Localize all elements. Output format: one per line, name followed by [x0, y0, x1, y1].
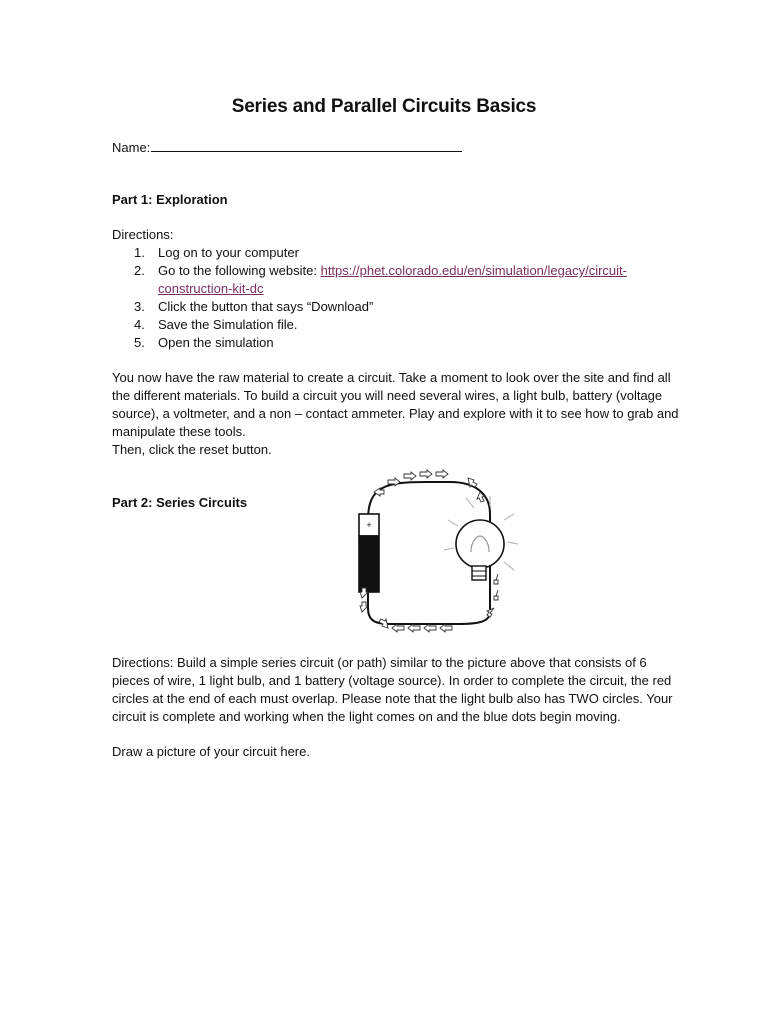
paragraph-line: pieces of wire, 1 light bulb, and 1 battery (voltage source). In order to complete the circuit, the red [112, 673, 672, 688]
light-bulb-glass [456, 520, 504, 568]
phet-website-link-continued[interactable]: construction-kit-dc [158, 281, 264, 296]
name-label: Name: [112, 140, 151, 155]
step-text: Go to the following website: [158, 263, 321, 278]
list-item [112, 298, 627, 316]
part1-directions-label: Directions: [112, 227, 174, 242]
paragraph-line: Then, click the reset button. [112, 442, 272, 457]
step-number: 1. [134, 245, 145, 260]
step-text: Click the button that says “Download” [158, 299, 374, 314]
paragraph-line: source), a voltmeter, and a non – contact ammeter. Play and explore with it to see how to grab and [112, 406, 679, 421]
paragraph-line: the different materials. To build a circuit you will need several wires, a light bulb, battery (voltage [112, 388, 663, 403]
paragraph-line: circuit is complete and working when the light comes on and the blue dots begin moving. [112, 709, 621, 724]
step-number: 5. [134, 335, 145, 350]
battery-plus-sign: + [366, 520, 372, 530]
paragraph-line: manipulate these tools. [112, 424, 246, 439]
part1-heading: Part 1: Exploration [112, 192, 228, 207]
list-item [112, 334, 627, 352]
step-number: 4. [134, 317, 145, 332]
light-bulb-base [472, 566, 486, 580]
battery-body-cell [359, 536, 379, 592]
list-item [112, 280, 627, 298]
step-number: 2. [134, 263, 145, 278]
step-text: Log on to your computer [158, 245, 299, 260]
step-text: Open the simulation [158, 335, 274, 350]
phet-website-link[interactable]: https://phet.colorado.edu/en/simulation/legacy/circuit- [320, 263, 627, 278]
name-blank-line [151, 138, 462, 152]
step-text: Save the Simulation file. [158, 317, 298, 332]
name-field [112, 138, 462, 157]
part2-heading: Part 2: Series Circuits [112, 495, 248, 510]
paragraph-line: circles at the end of each must overlap. Please note that the light bulb also has TWO circles. Your [112, 691, 673, 706]
series-circuit-diagram [338, 462, 522, 638]
step-number: 3. [134, 299, 145, 314]
page-title: Series and Parallel Circuits Basics [231, 96, 537, 117]
part1-paragraph [112, 369, 679, 459]
list-item [112, 244, 627, 262]
list-item [112, 262, 627, 280]
list-item [112, 316, 627, 334]
part1-steps-list [112, 244, 627, 352]
draw-prompt: Draw a picture of your circuit here. [112, 744, 310, 759]
paragraph-line: You now have the raw material to create a circuit. Take a moment to look over the site and find all [112, 370, 671, 385]
paragraph-line: Directions: Build a simple series circuit (or path) similar to the picture above that consists of 6 [112, 655, 647, 670]
part2-directions [112, 654, 673, 726]
